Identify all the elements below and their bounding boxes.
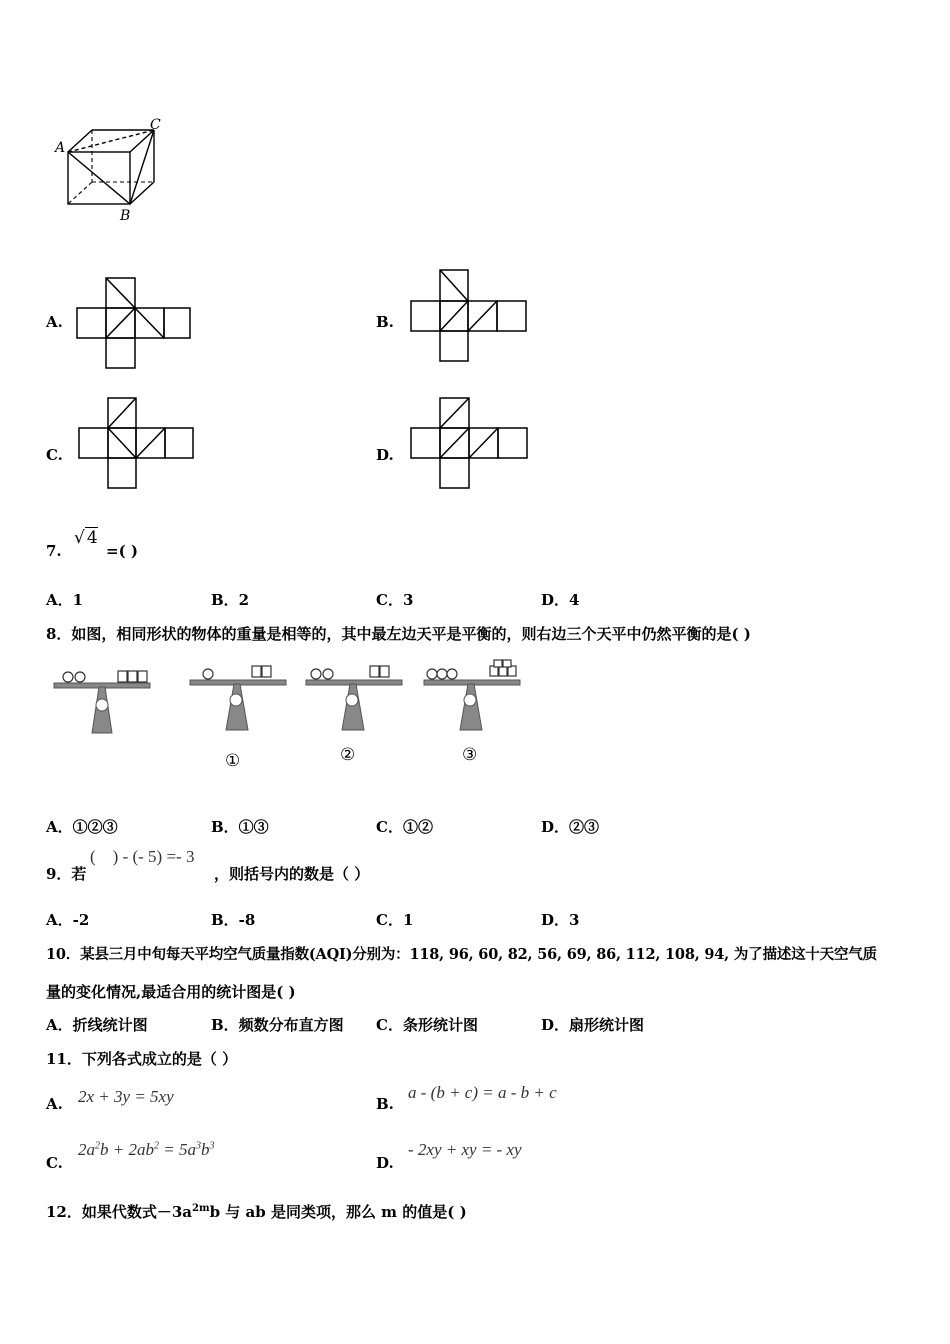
q11-expr-c-part3: = 5a: [158, 1140, 196, 1159]
q8-option-b[interactable]: B．①③: [211, 818, 269, 836]
balance-scale-1: [186, 662, 296, 732]
sqrt-icon: √: [74, 528, 85, 548]
q11-expression-c: [78, 1140, 214, 1160]
scale-label-2: ②: [340, 745, 356, 765]
q7-radicand: 4: [86, 528, 98, 548]
scale-label-1: ①: [225, 751, 241, 771]
q11-option-a-label[interactable]: A.: [46, 1095, 63, 1113]
q7-option-d[interactable]: D．4: [541, 591, 580, 609]
q11-expression-a: 2x + 3y = 5xy: [78, 1087, 174, 1106]
q10-question-line2: 量的变化情况,最适合用的统计图是( ): [46, 983, 296, 1001]
q11-option-c-label[interactable]: C.: [46, 1154, 63, 1172]
scale-label-3: ③: [462, 745, 478, 765]
q9-option-d[interactable]: D．3: [541, 911, 580, 929]
q10-question-line1: 10．某县三月中旬每天平均空气质量指数(AQI)分别为：118, 96, 60, 82, 56, 69, 86, 112, 108, 94, 为了描述这十天空气质: [46, 946, 877, 963]
q9-suffix: ，则括号内的数是（ ）: [214, 865, 370, 883]
q12-part1: 12．如果代数式－3a: [46, 1203, 193, 1221]
q12-exponent: 2m: [192, 1203, 210, 1214]
q11-expr-c-exp1: 2: [95, 1140, 100, 1152]
net-figure-a: [76, 276, 196, 371]
q8-option-a[interactable]: A．①②③: [46, 818, 118, 836]
q6-option-a-label[interactable]: A.: [46, 313, 63, 331]
balance-scale-3: [420, 660, 530, 730]
q8-option-c[interactable]: C．①②: [376, 818, 433, 836]
balance-scale-reference: [50, 665, 160, 735]
q11-expr-c-part1: 2a: [78, 1140, 95, 1159]
q11-expression-d: - 2xy + xy = - xy: [408, 1140, 522, 1159]
q9-prefix: 9．若: [46, 865, 87, 883]
q10-option-d[interactable]: D．扇形统计图: [541, 1016, 645, 1034]
q8-question: 8．如图，相同形状的物体的重量是相等的，其中最左边天平是平衡的，则右边三个天平中仍然平衡的是( ): [46, 625, 751, 643]
q12-part2: b 与 ab 是同类项，那么 m 的值是( ): [209, 1203, 467, 1221]
q11-option-b-label[interactable]: B.: [376, 1095, 394, 1113]
q11-expr-c-exp3: 3: [195, 1140, 201, 1152]
q11-expression-b: a - (b + c) = a - b + c: [408, 1083, 557, 1102]
q10-option-a[interactable]: A．折线统计图: [46, 1016, 148, 1034]
q8-option-d[interactable]: D．②③: [541, 818, 600, 836]
q6-option-c-label[interactable]: C.: [46, 446, 63, 464]
q12-question: [46, 1201, 467, 1222]
q7-option-c[interactable]: C．3: [376, 591, 414, 609]
q10-option-b[interactable]: B．频数分布直方图: [211, 1016, 344, 1034]
q7-option-a[interactable]: A．1: [46, 591, 84, 609]
q9-expression: ( ) - (- 5) =- 3: [90, 847, 195, 866]
q11-option-d-label[interactable]: D.: [376, 1154, 394, 1172]
q11-expr-c-part4: b: [200, 1140, 210, 1159]
cube-label-b: B: [120, 208, 131, 224]
q11-question: 11．下列各式成立的是（ ）: [46, 1050, 238, 1068]
net-figure-d: [410, 396, 530, 491]
q9-option-b[interactable]: B．-8: [211, 911, 256, 929]
q9-option-c[interactable]: C．1: [376, 911, 414, 929]
q7-number: 7.: [46, 542, 62, 560]
q7-sqrt-expression: [74, 528, 98, 548]
cube-label-a: A: [55, 140, 66, 156]
q6-option-d-label[interactable]: D.: [376, 446, 394, 464]
q11-expr-c-part2: b + 2ab: [100, 1140, 154, 1159]
cube-label-c: C: [150, 117, 161, 133]
net-figure-b: [410, 268, 530, 363]
q11-expr-c-exp2: 2: [153, 1140, 159, 1152]
q6-option-b-label[interactable]: B.: [376, 313, 394, 331]
net-figure-c: [78, 396, 198, 491]
balance-scale-2: [302, 662, 412, 732]
q7-option-b[interactable]: B．2: [211, 591, 250, 609]
q10-option-c[interactable]: C．条形统计图: [376, 1016, 478, 1034]
q11-expr-c-exp4: 3: [209, 1140, 215, 1152]
q9-option-a[interactable]: A．-2: [46, 911, 90, 929]
q7-tail: =( ): [106, 542, 138, 560]
